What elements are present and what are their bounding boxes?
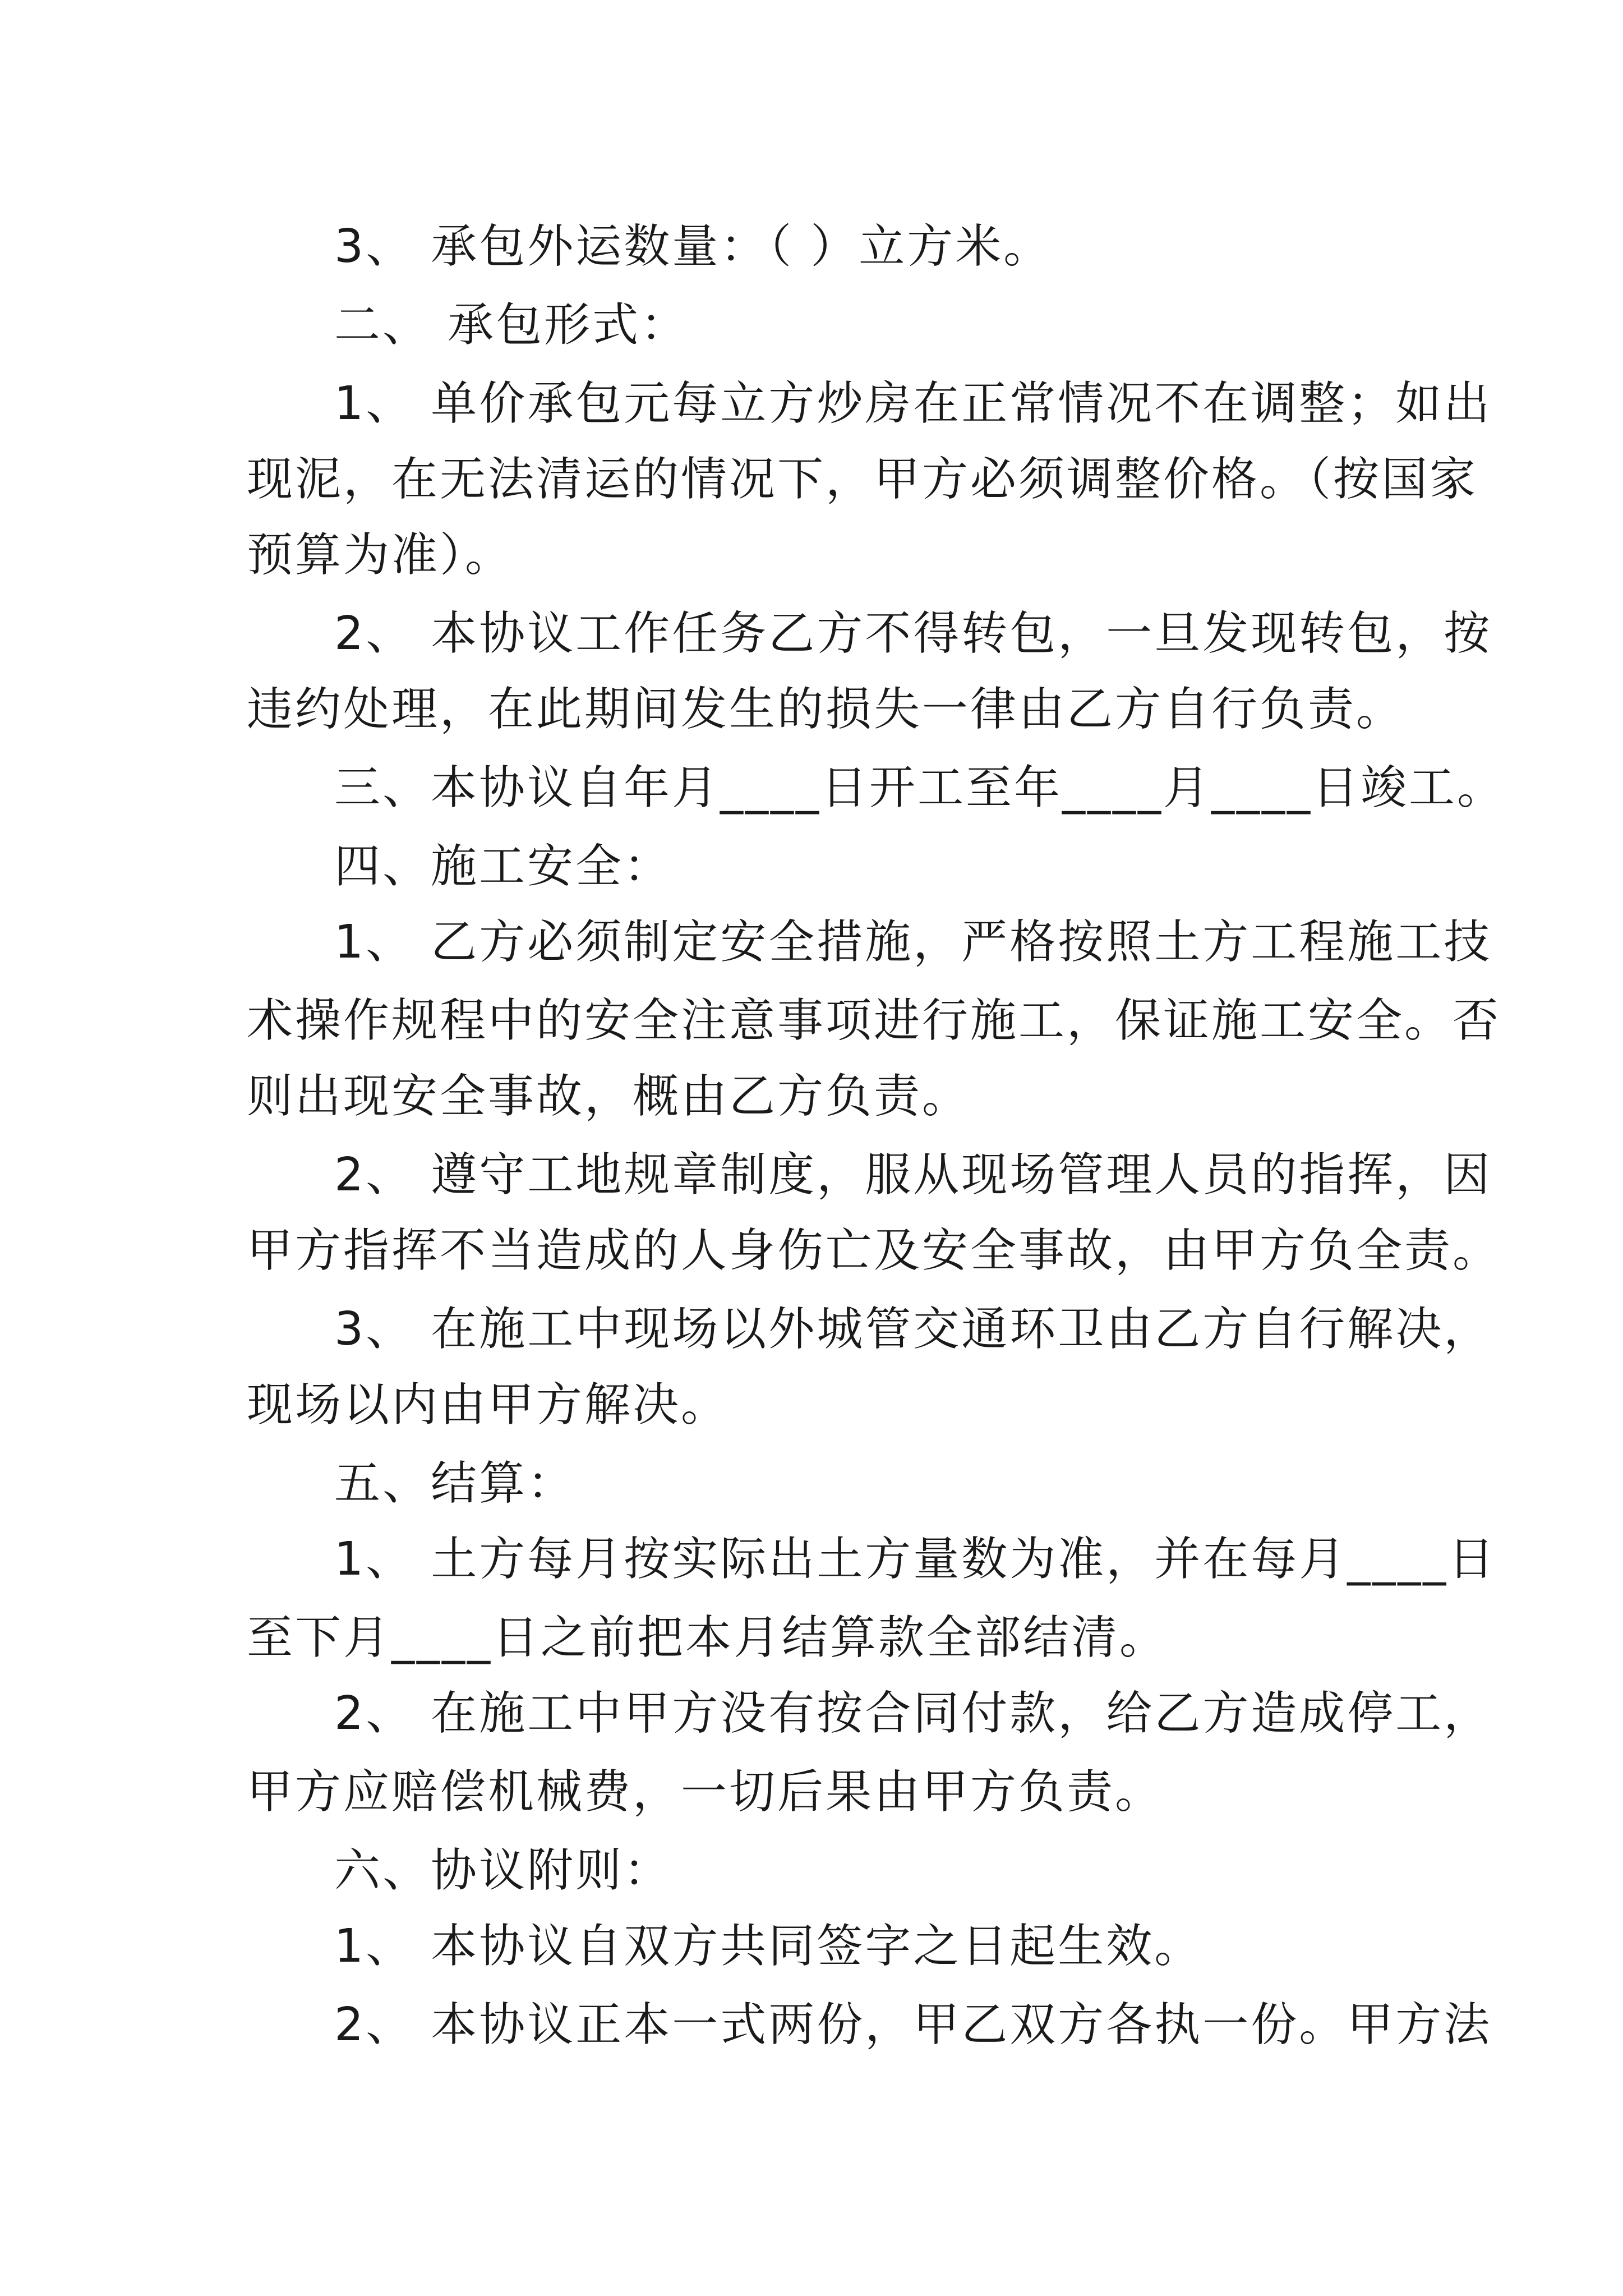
section-heading: 六、协议附则： bbox=[334, 1844, 672, 1897]
text-line: 预算为准）。 bbox=[247, 528, 514, 582]
text-line: 1、 乙方必须制定安全措施，严格按照土方工程施工技 bbox=[334, 915, 1492, 969]
text-line: 2、 本协议正本一式两份，甲乙双方各执一份。甲方法 bbox=[334, 1998, 1492, 2051]
section-heading: 二、 承包形式： bbox=[334, 298, 689, 352]
text-line: 3、 在施工中现场以外城管交通环卫由乙方自行解决， bbox=[334, 1303, 1492, 1356]
text-line: 现泥，在无法清运的情况下，甲方必须调整价格。（按国家 bbox=[247, 453, 1478, 506]
text-line: 甲方应赔偿机械费，一切后果由甲方负责。 bbox=[247, 1765, 1164, 1819]
section-heading: 四、施工安全： bbox=[334, 840, 672, 893]
section-heading: 五、结算： bbox=[334, 1457, 576, 1510]
text-line: 3、 承包外运数量：（ ）立方米。 bbox=[334, 220, 1052, 273]
text-line: 至下月____日之前把本月结算款全部结清。 bbox=[247, 1611, 1168, 1664]
text-line: 违约处理，在此期间发生的损失一律由乙方自行负责。 bbox=[247, 683, 1405, 736]
text-line: 2、 本协议工作任务乙方不得转包，一旦发现转包，按 bbox=[334, 607, 1492, 660]
section-heading: 三、本协议自年月____日开工至年____月____日竣工。 bbox=[334, 761, 1506, 815]
text-line: 1、 单价承包元每立方炒房在正常情况不在调整；如出 bbox=[334, 377, 1492, 430]
text-line: 2、 在施工中甲方没有按合同付款，给乙方造成停工， bbox=[334, 1687, 1492, 1740]
text-line: 术操作规程中的安全注意事项进行施工，保证施工安全。否 bbox=[247, 994, 1501, 1047]
text-line: 1、 土方每月按实际出土方量数为准，并在每月____日 bbox=[334, 1533, 1497, 1586]
text-line: 1、 本协议自双方共同签字之日起生效。 bbox=[334, 1920, 1203, 1973]
text-line: 甲方指挥不当造成的人身伤亡及安全事故，由甲方负全责。 bbox=[247, 1224, 1501, 1277]
text-line: 则出现安全事故，概由乙方负责。 bbox=[247, 1070, 971, 1123]
text-line: 现场以内由甲方解决。 bbox=[247, 1378, 730, 1432]
text-line: 2、 遵守工地规章制度，服从现场管理人员的指挥，因 bbox=[334, 1148, 1492, 1202]
